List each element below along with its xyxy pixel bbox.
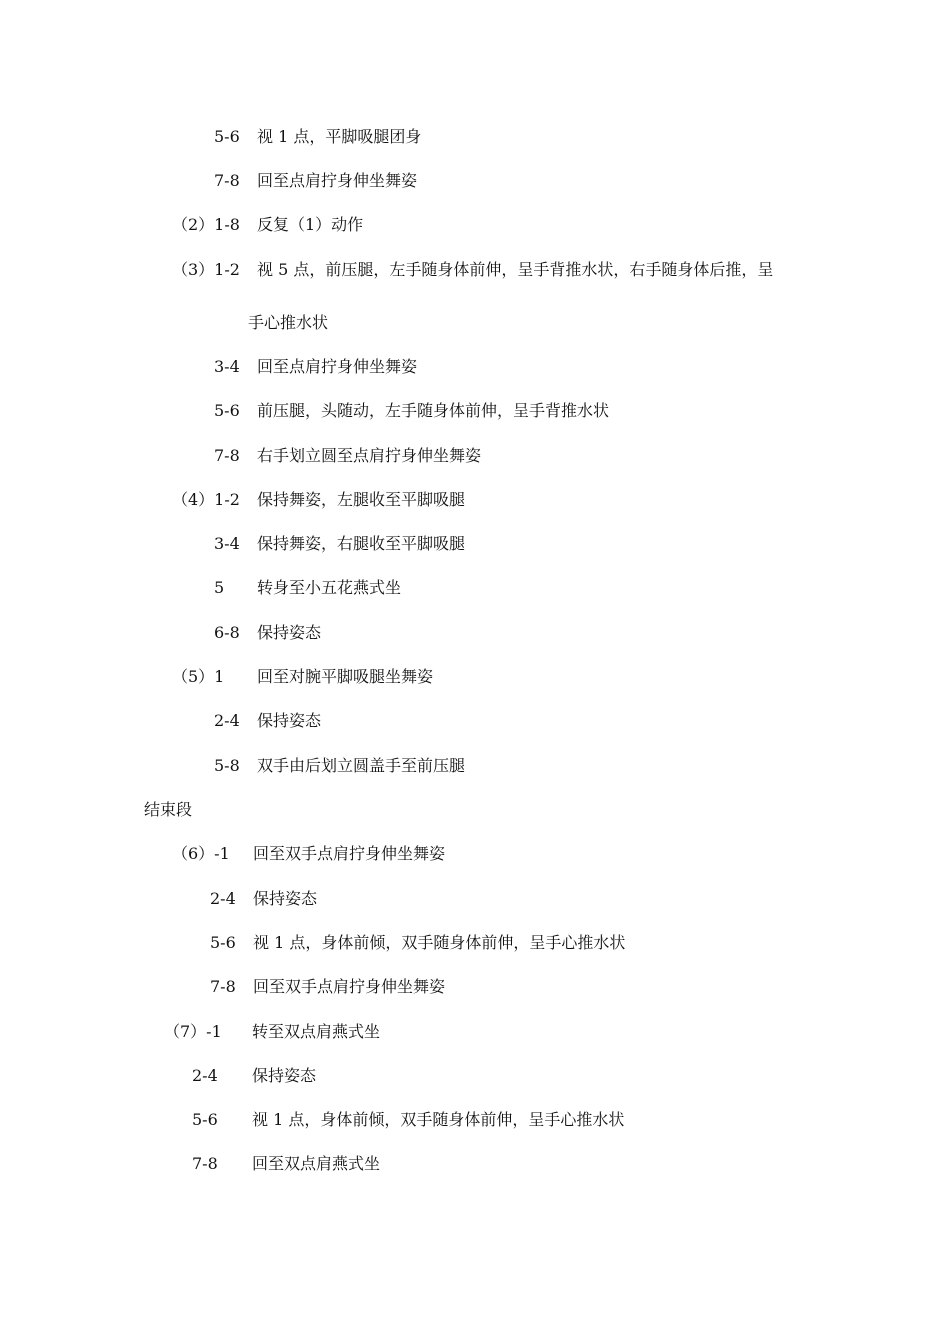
step-count: 5-8	[214, 756, 240, 775]
step-count: 5	[214, 578, 225, 597]
step-count: 7-8	[214, 446, 240, 465]
step-text: 回至点肩拧身伸坐舞姿	[257, 357, 418, 376]
step-count: （7）-1	[164, 1022, 222, 1041]
step-count: 3-4	[214, 534, 240, 553]
step-text: 回至双点肩燕式坐	[252, 1154, 381, 1173]
step-text: 视 1 点，身体前倾，双手随身体前伸，呈手心推水状	[253, 933, 626, 952]
step-text: 保持姿态	[252, 1066, 317, 1085]
step-text: 前压腿，头随动，左手随身体前伸，呈手背推水状	[257, 401, 610, 420]
step-count: 7-8	[192, 1154, 218, 1173]
step-count: 2-4	[210, 889, 236, 908]
step-count: （3）1-2	[172, 260, 240, 279]
step-text: 视 5 点，前压腿，左手随身体前伸，呈手背推水状，右手随身体后推，呈	[257, 260, 774, 279]
step-text: 视 1 点，身体前倾，双手随身体前伸，呈手心推水状	[252, 1110, 625, 1129]
step-count: 5-6	[192, 1110, 218, 1129]
step-count: 2-4	[214, 711, 240, 730]
step-text: 手心推水状	[248, 313, 329, 332]
step-text: 双手由后划立圆盖手至前压腿	[257, 756, 466, 775]
step-text: 保持舞姿，左腿收至平脚吸腿	[257, 490, 466, 509]
step-count: 3-4	[214, 357, 240, 376]
step-text: 回至点肩拧身伸坐舞姿	[257, 171, 418, 190]
section-heading-text: 结束段	[144, 800, 193, 819]
step-text: 保持姿态	[253, 889, 318, 908]
step-text: 保持舞姿，右腿收至平脚吸腿	[257, 534, 466, 553]
step-text: 回至双手点肩拧身伸坐舞姿	[253, 844, 446, 863]
step-count: 5-6	[210, 933, 236, 952]
step-text: 保持姿态	[257, 711, 322, 730]
step-count: 2-4	[192, 1066, 218, 1085]
step-text: 反复（1）动作	[257, 215, 364, 234]
step-count: 7-8	[210, 977, 236, 996]
step-text: 视 1 点，平脚吸腿团身	[257, 127, 422, 146]
step-count: （2）1-8	[172, 215, 240, 234]
step-count: 6-8	[214, 623, 240, 642]
step-count: （6）-1	[172, 844, 230, 863]
step-count: 5-6	[214, 401, 240, 420]
step-text: 保持姿态	[257, 623, 322, 642]
step-count: （5）1	[172, 667, 225, 686]
step-count: 5-6	[214, 127, 240, 146]
step-text: 右手划立圆至点肩拧身伸坐舞姿	[257, 446, 482, 465]
step-count: 7-8	[214, 171, 240, 190]
step-text: 转至双点肩燕式坐	[252, 1022, 381, 1041]
step-text: 回至对腕平脚吸腿坐舞姿	[257, 667, 434, 686]
step-text: 回至双手点肩拧身伸坐舞姿	[253, 977, 446, 996]
step-text: 转身至小五花燕式坐	[257, 578, 402, 597]
step-count: （4）1-2	[172, 490, 240, 509]
